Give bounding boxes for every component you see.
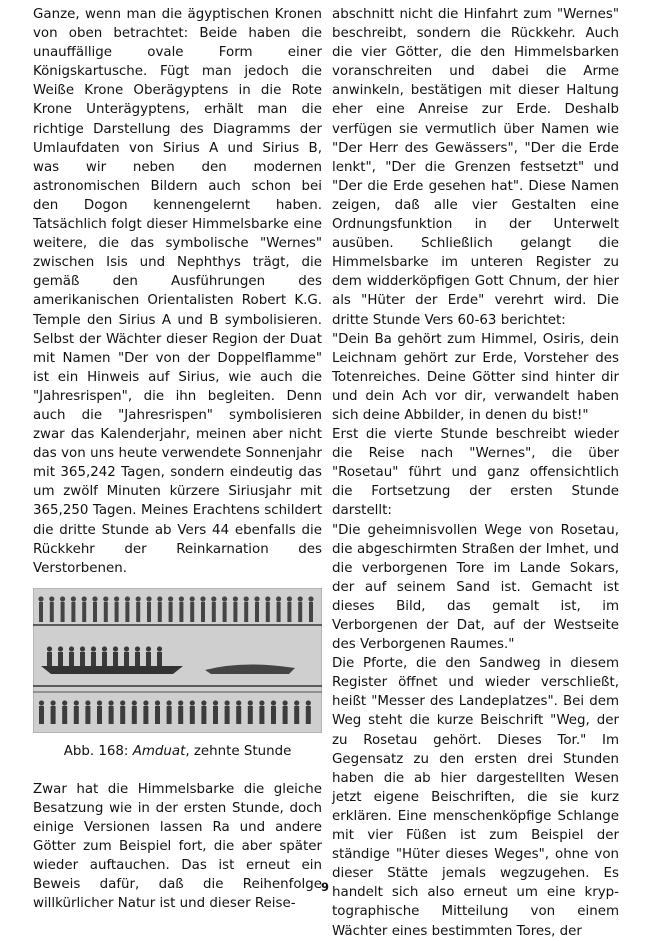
figure-amduat	[33, 588, 322, 761]
barque	[41, 666, 183, 674]
right-paragraph-2: Erst die vierte Stunde beschreibt wieder die Reise nach "Wernes", die über "Rosetau" führt und ganz offensichtlich die Fortsetzung der ersten Stunde darstellt:	[332, 427, 619, 519]
left-paragraph-1: Ganze, wenn man die ägyptischen Kronen von oben betrachtet: Beide haben die unauffällige ovale Form einer Königskartusche. Fügt man jedoch die Weiße Krone Oberägyptens in die Rote Krone Unterägyptens, erhält man die richtige Darstellung des Diagramms der Umlaufdaten von Sirius A und Sirius B, was wir neben den modernen astronomischen Bildern auch schon bei den Dogon kennengelernt haben. Tatsächlich folgt dieser Himmelsbarke eine weitere, die das symbolische "Wernes" zwischen Isis und Nephthys trägt, die gemäß den Ausführungen des amerikanischen Orientalisten Robert K.G. Temple den Sirius A und B symbolisieren. Selbst der Wächter dieser Region der Duat mit Namen "Der von der Doppelflamme" ist ein Hinweis auf Sirius, wie auch die "Jahresrispen", die ihn begleiten. Denn auch die "Jahresrispen" symbolisieren zwar das Kalenderjahr, meinen aber nicht das von uns heute verwendete Sonnenjahr mit 365,242 Tagen, sondern eindeutig das um zwölf Minuten kürzere Siriusjahr mit 365,250 Tagen. Meines Erachtens schildert die dritte Stunde ab Vers 44 ebenfalls die Rückkehr der Reinkarnation des Verstorbenen.	[33, 7, 322, 576]
left-column	[33, 5, 322, 914]
left-paragraph-2: Zwar hat die Himmelsbarke die gleiche Besatzung wie in der ersten Stunde, doch einige Versionen lassen Ra und andere Götter zum Beispiel fort, die aber später wieder auftauchen. Das ist erneut ein Beweis dafür, daß die Reihenfolge willkürlicher Natur ist und dieser Reise-	[33, 781, 322, 912]
right-paragraph-3: Die Pforte, die den Sandweg in diesem Register öffnet und wieder verschließt, heißt "Messer des Landeplatzes". Bei dem Weg steht die kurze Beischrift "Weg, der zu Rosetau gehört. Dieses Tor." Im Gegensatz zu den ersten drei Stunden haben die ab hier dargestellten Wesen jetzt eigene Beischriften, die sie kurz erklären. Eine menschenköpfige Schlange mit vier Füßen ist zum Beispiel der ständige "Hüter dieses Weges", ohne von dieser Stätte jemals wegzugehen. Es handelt sich also erneut um eine kryp-tographische Mitteilung von einem Wächter eines bestimmten Tores, der	[332, 656, 619, 939]
quote-2: "Die geheimnisvollen Wege von Rosetau, die abgeschirmten Straßen der Imhet, und die verborgenen Tore im Lande Sokars, der auf seinem Sand ist. Gemacht ist dieses Bild, das gemalt ist, im Verborgenen der Dat, auf der Westseite des Verborgenen Raumes."	[332, 522, 619, 653]
page-number: 9	[320, 880, 329, 894]
right-column	[332, 5, 619, 941]
quote-1: "Dein Ba gehört zum Himmel, Osiris, dein Leichnam gehört zur Erde, Vorsteher des Totenreiches. Deine Götter sind hinter dir und dein Ach vor dir, verwandelt haben sich deine Abbilder, in denen du bist!"	[332, 331, 619, 423]
figure-caption: Abb. 168: Amduat, zehnte Stunde	[63, 743, 292, 759]
right-paragraph-1: abschnitt nicht die Hinfahrt zum "Wernes" beschreibt, sondern die Rückkehr. Auch die vier Götter, die den Himmelsbarken voranschreiten und dabei die Arme anwinkeln, bestätigen mit dieser Haltung eher eine Anreise zur Erde. Deshalb verfügen sie vermutlich über Namen wie "Der Herr des Gewässers", "Der die Erde lenkt", "Der die Grenzen festsetzt" und "Der die Erde gesehen hat". Diese Namen zeigen, daß alle vier Gestalten eine Ordnungsfunktion in der Unterwelt ausüben. Schließlich gelangt die Himmelsbarke im unteren Register zu dem widderköpfigen Gott Chnum, der hier als "Hüter der Erde" verehrt wird. Die dritte Stunde Vers 60-63 berichtet:	[332, 7, 619, 328]
figure-image	[33, 588, 322, 733]
